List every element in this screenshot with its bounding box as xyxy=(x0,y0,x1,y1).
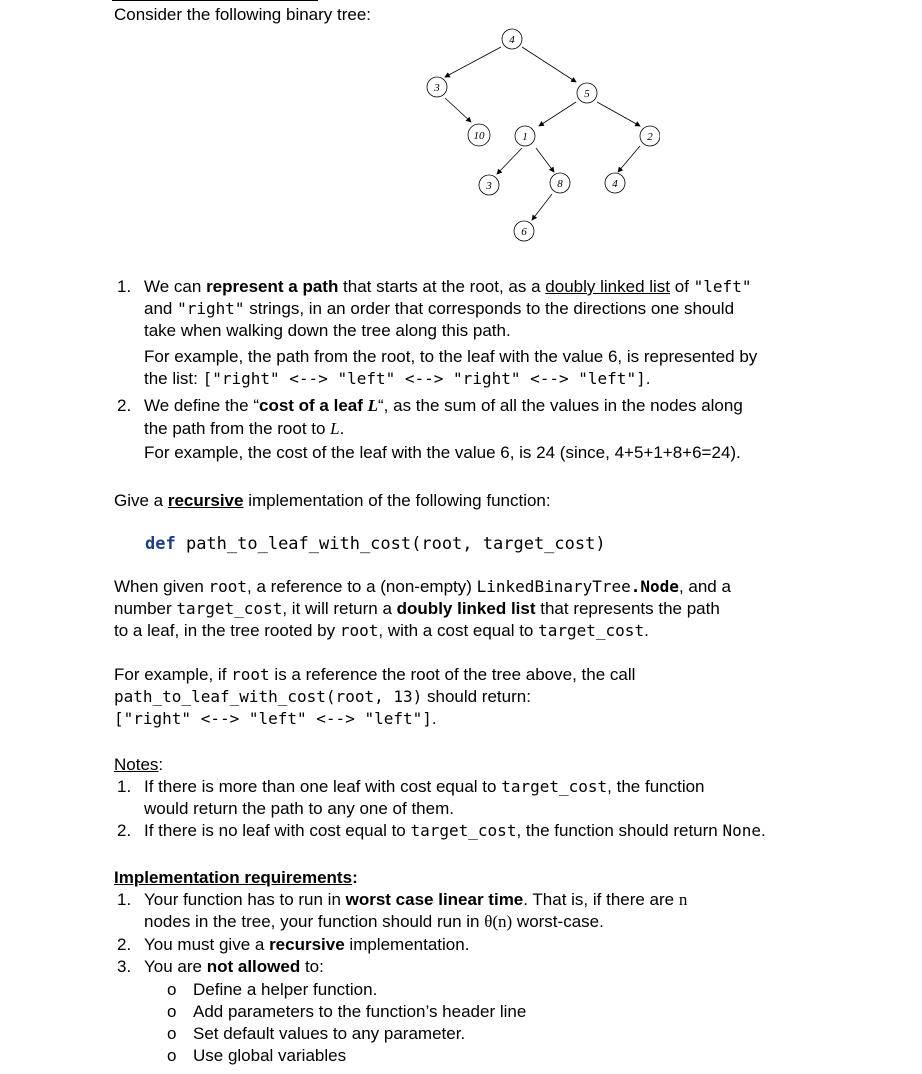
def1-number: 1. xyxy=(117,277,132,296)
sub-item-helper: Define a helper function. xyxy=(193,980,378,999)
note1-line2: would return the path to any one of them. xyxy=(144,799,454,818)
def1-line3: take when walking down the tree along this path. xyxy=(144,321,511,340)
def1-line1: We can represent a path that starts at the root, as a doubly linked list of "left" xyxy=(144,277,752,296)
req1-line2: nodes in the tree, your function should run in θ(n) worst-case. xyxy=(144,912,604,931)
tree-node-label: 1 xyxy=(522,131,528,143)
function-signature: def path_to_leaf_with_cost(root, target_cost) xyxy=(145,534,606,554)
note2-number: 2. xyxy=(117,821,132,840)
tree-node-label: 3 xyxy=(486,180,492,192)
req1-number: 1. xyxy=(117,890,132,909)
example-line1: For example, if root is a reference the root of the tree above, the call xyxy=(114,665,636,684)
def1-line2: and "right" strings, in an order that corresponds to the directions one should xyxy=(144,299,735,318)
note1-number: 1. xyxy=(117,777,132,796)
sub-bullet-icon: o xyxy=(167,980,177,999)
sub-bullet-icon: o xyxy=(167,1002,177,1021)
req2-line: You must give a recursive implementation. xyxy=(144,935,470,954)
edge-5-2 xyxy=(597,102,640,126)
sub-bullet-icon: o xyxy=(167,1046,177,1065)
tree-node-label: 10 xyxy=(473,130,485,142)
tree-node-label: 5 xyxy=(584,88,590,100)
note1-line1: If there is more than one leaf with cost equal to target_cost, the function xyxy=(144,777,705,796)
tree-node-label: 2 xyxy=(647,131,653,143)
tree-node-label: 3 xyxy=(434,82,440,94)
edge-3-10 xyxy=(445,98,471,122)
sub-bullet-icon: o xyxy=(167,1024,177,1043)
tree-node-label: 4 xyxy=(612,178,618,190)
tree-node-label: 8 xyxy=(557,178,563,190)
tree-node-label: 4 xyxy=(509,34,515,46)
def2-line1: We define the “cost of a leaf L“, as the sum of all the values in the nodes along xyxy=(144,396,743,415)
example-line2: path_to_leaf_with_cost(root, 13) should return: xyxy=(114,687,531,706)
requirements-title: Implementation requirements: xyxy=(114,868,358,887)
req3-number: 3. xyxy=(117,957,132,976)
note2-line1: If there is no leaf with cost equal to target_cost, the function should return None. xyxy=(144,821,766,840)
edge-5-1 xyxy=(539,102,576,126)
edge-2-4 xyxy=(618,146,640,172)
desc-line2: number target_cost, it will return a doubly linked list that represents the path xyxy=(114,599,720,618)
binary-tree-figure xyxy=(400,22,660,252)
sub-item-defaults: Set default values to any parameter. xyxy=(193,1024,466,1043)
edge-4-3 xyxy=(445,47,501,77)
edge-1-8 xyxy=(536,148,554,172)
def2-line3: For example, the cost of the leaf with the value 6, is 24 (since, 4+5+1+8+6=24). xyxy=(144,443,741,462)
sub-item-parameters: Add parameters to the function’s header line xyxy=(193,1002,527,1021)
req1-line1: Your function has to run in worst case linear time. That is, if there are n xyxy=(144,890,688,909)
def2-number: 2. xyxy=(117,396,132,415)
desc-line3: to a leaf, in the tree rooted by root, with a cost equal to target_cost. xyxy=(114,621,649,640)
example-line3: ["right" <--> "left" <--> "left"]. xyxy=(114,709,437,728)
task-line: Give a recursive implementation of the following function: xyxy=(114,491,551,510)
top-rule xyxy=(112,0,318,1)
req3-line: You are not allowed to: xyxy=(144,957,324,976)
edge-1-3 xyxy=(497,148,522,174)
tree-node-label: 6 xyxy=(521,226,527,238)
req2-number: 2. xyxy=(117,935,132,954)
desc-line1: When given root, a reference to a (non-empty) LinkedBinaryTree.Node, and a xyxy=(114,577,731,596)
def1-line5: the list: ["right" <--> "left" <--> "right" <--> "left"]. xyxy=(144,369,651,388)
edge-4-5 xyxy=(522,47,576,82)
notes-title: Notes: xyxy=(114,755,164,774)
sub-item-globals: Use global variables xyxy=(193,1046,347,1065)
intro-text: Consider the following binary tree: xyxy=(114,5,372,24)
def1-line4: For example, the path from the root, to the leaf with the value 6, is represented by xyxy=(144,347,758,366)
def2-line2: the path from the root to L. xyxy=(144,419,345,438)
edge-8-6 xyxy=(532,194,552,220)
